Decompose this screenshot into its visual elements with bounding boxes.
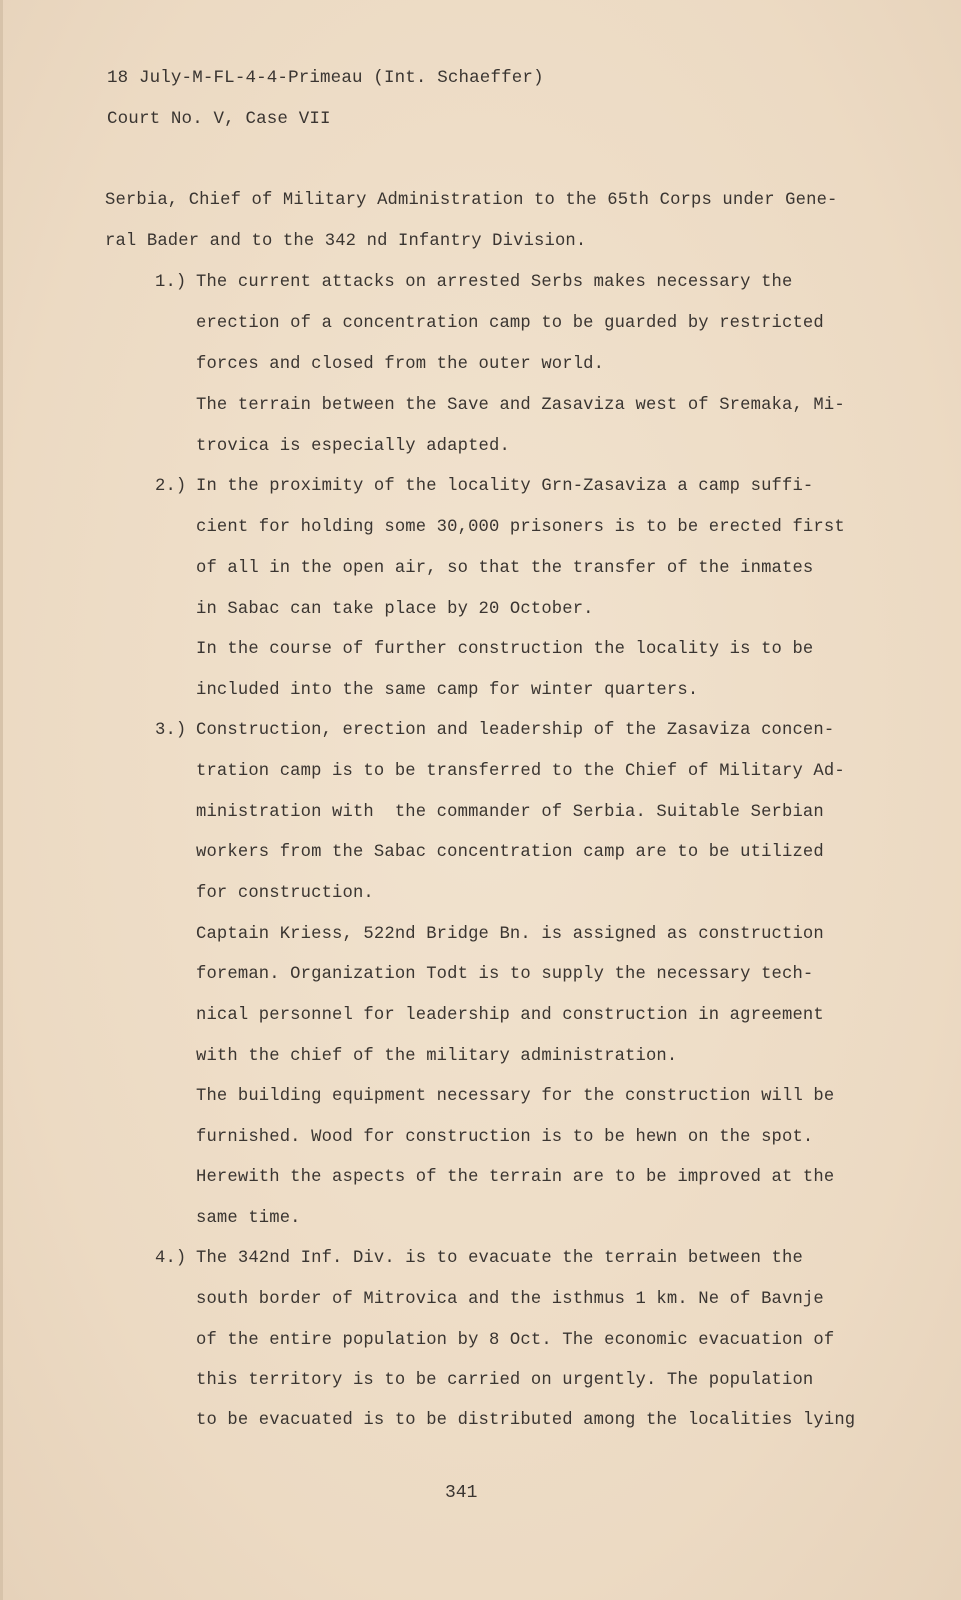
item-line: workers from the Sabac concentration camp are to be utilized	[196, 843, 824, 862]
item-number: 1.)	[155, 273, 187, 292]
item-line: In the course of further construction the locality is to be	[196, 640, 814, 659]
item-line: erection of a concentration camp to be guarded by restricted	[196, 314, 824, 333]
intro-line: ral Bader and to the 342 nd Infantry Division.	[105, 232, 587, 251]
page-number: 341	[445, 1483, 478, 1503]
item-line: Herewith the aspects of the terrain are to be improved at the	[196, 1168, 835, 1187]
item-line: south border of Mitrovica and the isthmus 1 km. Ne of Bavnje	[196, 1290, 824, 1309]
item-line: this territory is to be carried on urgently. The population	[196, 1371, 814, 1390]
item-line: In the proximity of the locality Grn-Zasaviza a camp suffi-	[196, 477, 814, 496]
item-number: 3.)	[155, 721, 187, 740]
item-line: forces and closed from the outer world.	[196, 355, 605, 374]
item-line: included into the same camp for winter quarters.	[196, 681, 699, 700]
item-line: The 342nd Inf. Div. is to evacuate the terrain between the	[196, 1249, 803, 1268]
item-line: same time.	[196, 1209, 301, 1228]
item-line: of the entire population by 8 Oct. The economic evacuation of	[196, 1331, 835, 1350]
item-line: to be evacuated is to be distributed among the localities lying	[196, 1411, 856, 1430]
item-line: ministration with the commander of Serbia. Suitable Serbian	[196, 803, 824, 822]
header-line-2: Court No. V, Case VII	[107, 109, 331, 129]
item-line: with the chief of the military administration.	[196, 1047, 678, 1066]
item-line: furnished. Wood for construction is to be hewn on the spot.	[196, 1128, 814, 1147]
item-line: in Sabac can take place by 20 October.	[196, 600, 594, 619]
item-line: Captain Kriess, 522nd Bridge Bn. is assigned as construction	[196, 925, 824, 944]
item-number: 4.)	[155, 1249, 187, 1268]
page-edge	[0, 0, 3, 1600]
item-line: cient for holding some 30,000 prisoners is to be erected first	[196, 518, 845, 537]
item-line: The building equipment necessary for the construction will be	[196, 1087, 835, 1106]
header-line-1: 18 July-M-FL-4-4-Primeau (Int. Schaeffer)	[107, 68, 544, 88]
item-line: trovica is especially adapted.	[196, 437, 510, 456]
item-number: 2.)	[155, 477, 187, 496]
item-line: nical personnel for leadership and construction in agreement	[196, 1006, 824, 1025]
item-line: of all in the open air, so that the transfer of the inmates	[196, 559, 814, 578]
item-line: The terrain between the Save and Zasaviza west of Sremaka, Mi-	[196, 396, 845, 415]
item-line: for construction.	[196, 884, 374, 903]
item-line: Construction, erection and leadership of the Zasaviza concen-	[196, 721, 835, 740]
item-line: foreman. Organization Todt is to supply the necessary tech-	[196, 965, 814, 984]
intro-line: Serbia, Chief of Military Administration to the 65th Corps under Gene-	[105, 191, 838, 210]
item-line: tration camp is to be transferred to the Chief of Military Ad-	[196, 762, 845, 781]
item-line: The current attacks on arrested Serbs makes necessary the	[196, 273, 793, 292]
